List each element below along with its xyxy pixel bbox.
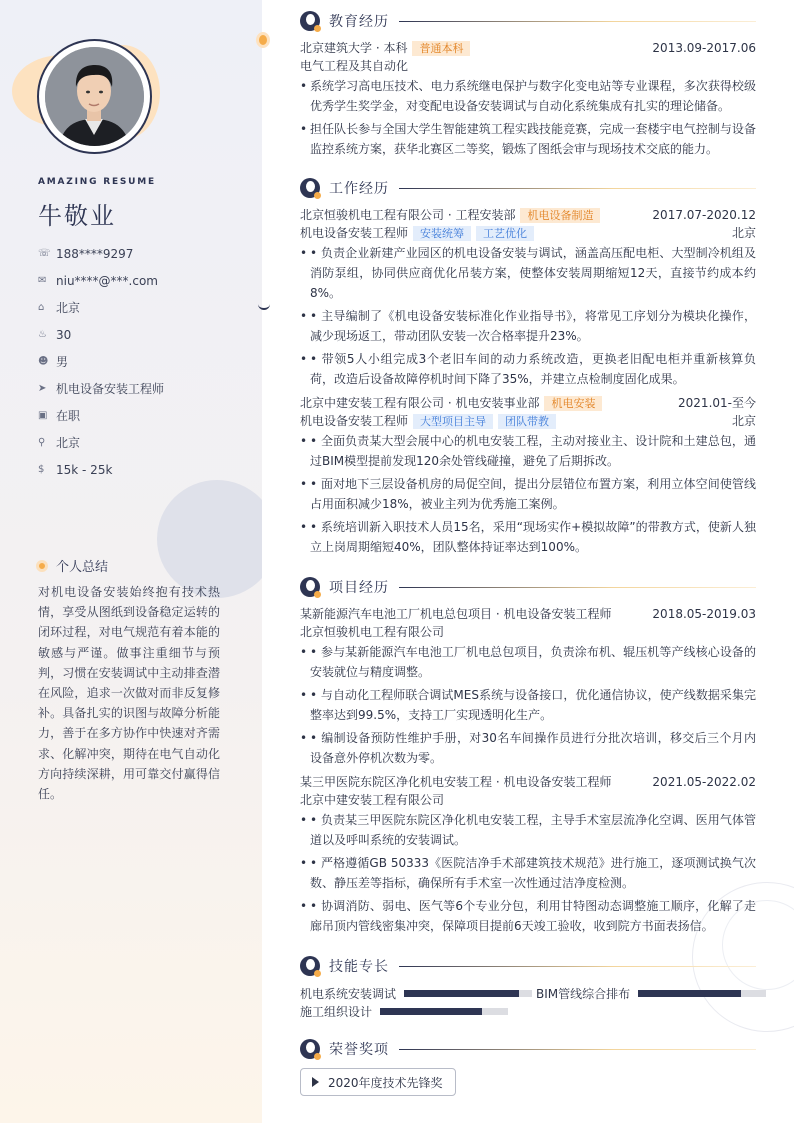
list-item: • • 参与某新能源汽车电池工厂机电总包项目，负责涂布机、辊压机等产线核心设备的安装就位与精度调整。 — [300, 642, 756, 682]
summary-heading — [36, 556, 108, 575]
section-icon — [300, 956, 320, 976]
job-header — [300, 207, 756, 224]
info-target-job — [38, 375, 253, 402]
education-header — [300, 40, 756, 57]
project-date: 2018.05-2019.03 — [652, 607, 756, 621]
skill-item — [300, 1003, 508, 1020]
send-icon: ➤ — [38, 383, 47, 394]
info-age — [38, 321, 253, 348]
play-icon — [312, 1077, 319, 1087]
list-item: • • 负责某三甲医院东院区净化机电安装工程，主导手术室层流净化空调、医用气体管道以及呼叫系统的安装调试。 — [300, 810, 756, 850]
gender-icon: ☻ — [38, 356, 49, 367]
section-work-heading — [300, 178, 756, 198]
skill-bar-fill — [380, 1008, 482, 1015]
phone-icon: ☏ — [38, 248, 51, 259]
section-title: 教育经历 — [329, 14, 389, 30]
job-role: 机电设备安装工程师 — [300, 226, 409, 240]
info-text: 北京 — [56, 301, 81, 315]
info-email — [38, 267, 253, 294]
info-text: niu****@***.com — [56, 273, 158, 288]
job-header — [300, 395, 756, 412]
skill-item — [536, 985, 766, 1002]
skill-tag: 工艺优化 — [476, 226, 534, 241]
skill-tag: 大型项目主导 — [413, 414, 493, 429]
candidate-name: 牛敬业 — [38, 202, 116, 230]
section-title: 荣誉奖项 — [329, 1042, 389, 1058]
job-date: 2017.07-2020.12 — [652, 208, 756, 222]
education-date: 2013.09-2017.06 — [652, 41, 756, 55]
section-icon — [300, 577, 320, 597]
skill-bar — [638, 990, 766, 997]
avatar-frame — [37, 39, 152, 154]
section-divider — [399, 21, 756, 22]
award-name: 2020年度技术先锋奖 — [328, 1075, 443, 1090]
project-bullets — [300, 642, 756, 771]
job-city: 北京 — [731, 414, 756, 428]
info-text: 15k - 25k — [56, 462, 113, 477]
project-date: 2021.05-2022.02 — [652, 775, 756, 789]
section-title: 工作经历 — [329, 181, 389, 197]
company-name: 北京恒骏机电工程有限公司 · 工程安装部 — [300, 208, 516, 222]
award-item — [300, 1068, 456, 1096]
info-status — [38, 402, 253, 429]
info-text: 北京 — [56, 436, 81, 450]
decor-circle — [157, 480, 262, 598]
info-text: 机电设备安装工程师 — [56, 382, 165, 396]
summary-title: 个人总结 — [56, 560, 109, 575]
skill-item — [300, 985, 532, 1002]
section-divider — [399, 1049, 756, 1050]
location-icon: ⚲ — [38, 437, 46, 448]
project-name: 某新能源汽车电池工厂机电总包项目 · 机电设备安装工程师 — [300, 607, 612, 621]
skill-name: BIM管线综合排布 — [536, 987, 631, 1001]
industry-tag: 机电设备制造 — [520, 208, 600, 223]
cake-icon: ♨ — [38, 329, 47, 340]
list-item: • • 与自动化工程师联合调试MES系统与设备接口，优化通信协议，使产线数据采集完整率达到99.5%，支持工厂实现透明化生产。 — [300, 685, 756, 725]
job-role: 机电设备安装工程师 — [300, 414, 409, 428]
list-item: • • 编制设备预防性维护手册，对30名车间操作员进行分批次培训，移交后三个月内设备意外停机次数为零。 — [300, 728, 756, 768]
list-item: • • 带领5人小组完成3个老旧车间的动力系统改造，更换老旧配电柜并重新核算负荷，改造后设备故障停机时间下降了35%，并建立点检制度固化成果。 — [300, 349, 756, 389]
degree-tag: 普通本科 — [412, 41, 470, 56]
mail-icon: ✉ — [38, 275, 47, 286]
info-text: 在职 — [56, 409, 81, 423]
list-item: • • 全面负责某大型会展中心的机电安装工程，主动对接业主、设计院和土建总包，通过BIM模型提前发现120余处管线碰撞，避免了后期拆改。 — [300, 431, 756, 471]
skill-name: 施工组织设计 — [300, 1005, 373, 1019]
major: 电气工程及其自动化 — [300, 59, 409, 73]
avatar-photo — [45, 47, 144, 146]
decor-arc — [258, 298, 270, 310]
section-title: 技能专长 — [329, 959, 389, 975]
skill-bar — [380, 1008, 508, 1015]
project-org: 北京中建安装工程有限公司 — [300, 793, 445, 807]
company-name: 北京中建安装工程有限公司 · 机电安装事业部 — [300, 396, 540, 410]
section-icon — [300, 11, 320, 31]
job-role-row — [300, 225, 756, 242]
list-item: • • 负责企业新建产业园区的机电设备安装与调试，涵盖高压配电柜、大型制冷机组及消防泵组，协同供应商优化吊装方案，使整体安装周期缩短12天，直接节约成本约8%。 — [300, 243, 756, 303]
summary-text: 对机电设备安装始终抱有技术热情，享受从图纸到设备稳定运转的闭环过程，对电气规范有着本能的敏感与严谨。做事注重细节与预判，习惯在安装调试中主动排查潜在风险，追求一次做对而非反复修补。具备扎实的识图与故障分析能力，善于在多方协作中快速对齐需求、化解冲突，期待在电气自动化方向持续深耕，用可靠交付赢得信任。 — [38, 585, 220, 802]
list-item: • 系统学习高电压技术、电力系统继电保护与数字化变电站等专业课程，多次获得校级优秀学生奖学金，对变配电设备安装调试与自动化系统集成有扎实的理论储备。 — [300, 76, 756, 116]
skill-name: 机电系统安装调试 — [300, 987, 397, 1001]
info-hometown — [38, 294, 253, 321]
section-icon — [300, 178, 320, 198]
info-gender — [38, 348, 253, 375]
list-item: • • 协调消防、弱电、医气等6个专业分包，利用甘特图动态调整施工顺序，化解了走廊吊顶内管线密集冲突，保障项目提前6天竣工验收，收到院方书面表扬信。 — [300, 896, 756, 936]
info-salary — [38, 456, 253, 483]
skill-bar — [404, 990, 532, 997]
education-bullets — [300, 76, 756, 162]
project-header — [300, 774, 756, 791]
section-projects-heading — [300, 577, 756, 597]
job-bullets — [300, 431, 756, 560]
info-phone — [38, 240, 253, 267]
list-item: • • 严格遵循GB 50333《医院洁净手术部建筑技术规范》进行施工，逐项测试换气次数、静压差等指标，确保所有手术室一次性通过洁净度检测。 — [300, 853, 756, 893]
resume-tagline: AMAZING RESUME — [38, 177, 156, 187]
project-org-row — [300, 792, 756, 809]
project-name: 某三甲医院东院区净化机电安装工程 · 机电设备安装工程师 — [300, 775, 612, 789]
sidebar — [0, 0, 262, 1123]
education-major-row — [300, 58, 756, 75]
section-awards-heading — [300, 1039, 756, 1059]
info-text: 30 — [56, 327, 72, 342]
avatar — [45, 47, 144, 146]
school-name: 北京建筑大学 · 本科 — [300, 41, 408, 55]
project-header — [300, 606, 756, 623]
list-item: • • 主导编制了《机电设备安装标准化作业指导书》，将常见工序划分为模块化操作，减少现场返工，带动团队安装一次合格率提升23%。 — [300, 306, 756, 346]
job-city: 北京 — [731, 226, 756, 240]
bullet-dot-icon — [36, 560, 48, 572]
project-org-row — [300, 624, 756, 641]
money-icon: $ — [38, 464, 45, 475]
industry-tag: 机电安装 — [544, 396, 602, 411]
skill-bar-fill — [638, 990, 740, 997]
list-item: • 担任队长参与全国大学生智能建筑工程实践技能竞赛，完成一套楼宇电气控制与设备监控系统方案，获华北赛区二等奖，锻炼了图纸会审与现场技术交底的能力。 — [300, 119, 756, 159]
project-org: 北京恒骏机电工程有限公司 — [300, 625, 445, 639]
skill-tag: 安装统筹 — [413, 226, 471, 241]
list-item: • • 系统培训新入职技术人员15名，采用“现场实作+模拟故障”的带教方式，使新人独立上岗周期缩短40%，团队整体持证率达到100%。 — [300, 517, 756, 557]
section-title: 项目经历 — [329, 580, 389, 596]
info-location — [38, 429, 253, 456]
info-text: 188****9297 — [56, 246, 134, 261]
skill-bar-fill — [404, 990, 519, 997]
section-education-heading — [300, 11, 756, 31]
section-divider — [399, 966, 756, 967]
job-bullets — [300, 243, 756, 392]
project-bullets — [300, 810, 756, 939]
home-icon: ⌂ — [38, 302, 45, 313]
job-date: 2021.01-至今 — [678, 396, 756, 410]
section-divider — [399, 188, 756, 189]
skill-tag: 团队带教 — [498, 414, 556, 429]
info-text: 男 — [56, 355, 69, 369]
section-icon — [300, 1039, 320, 1059]
contact-info — [38, 240, 253, 483]
job-role-row — [300, 413, 756, 430]
list-item: • • 面对地下三层设备机房的局促空间，提出分层错位布置方案，利用立体空间使管线占用面积减少18%，被业主列为优秀施工案例。 — [300, 474, 756, 514]
briefcase-icon: ▣ — [38, 410, 48, 421]
section-divider — [399, 587, 756, 588]
section-skills-heading — [300, 956, 756, 976]
decor-dot — [256, 32, 270, 48]
